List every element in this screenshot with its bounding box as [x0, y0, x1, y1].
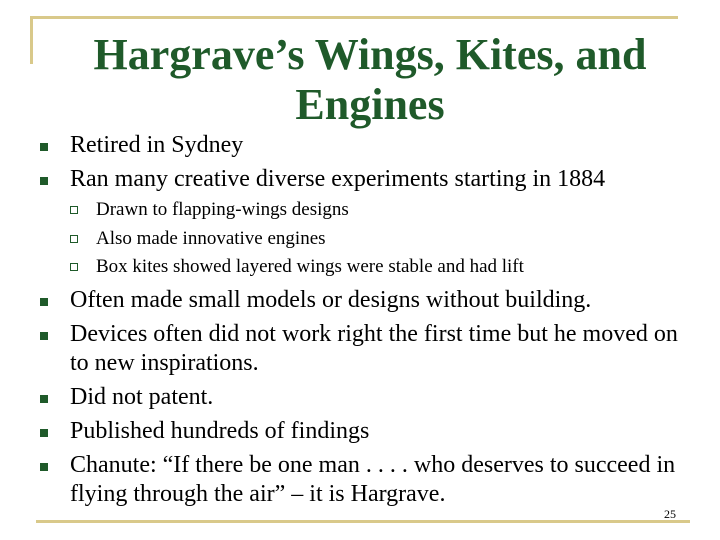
hollow-square-bullet-icon	[70, 263, 78, 271]
bottom-rule	[36, 520, 690, 523]
square-bullet-icon	[40, 463, 48, 471]
square-bullet-icon	[40, 395, 48, 403]
square-bullet-icon	[40, 429, 48, 437]
square-bullet-icon	[40, 298, 48, 306]
square-bullet-icon	[40, 143, 48, 151]
sub-bullet-text: Box kites showed layered wings were stable and had lift	[96, 256, 524, 277]
page-number: 25	[664, 507, 676, 521]
square-bullet-icon	[40, 177, 48, 185]
left-rule	[30, 16, 33, 64]
hollow-square-bullet-icon	[70, 206, 78, 214]
bullet-text: Published hundreds of findings	[70, 418, 370, 444]
bullet-text: Did not patent.	[70, 384, 214, 410]
top-rule	[30, 16, 678, 19]
slide-title: Hargrave’s Wings, Kites, and Engines	[93, 30, 647, 129]
square-bullet-icon	[40, 332, 48, 340]
sub-bullet-text: Also made innovative engines	[96, 228, 326, 249]
sub-bullet-text: Drawn to flapping-wings designs	[96, 199, 349, 220]
bullet-text: Devices often did not work right the first time but he moved on to new inspirations.	[70, 321, 678, 376]
bullet-text: Ran many creative diverse experiments starting in 1884	[70, 166, 606, 192]
bullet-text: Chanute: “If there be one man . . . . who deserves to succeed in flying through the air” – it is Hargrave.	[70, 452, 676, 507]
bullet-text: Retired in Sydney	[70, 132, 244, 158]
bullet-text: Often made small models or designs without building.	[70, 287, 592, 313]
hollow-square-bullet-icon	[70, 235, 78, 243]
